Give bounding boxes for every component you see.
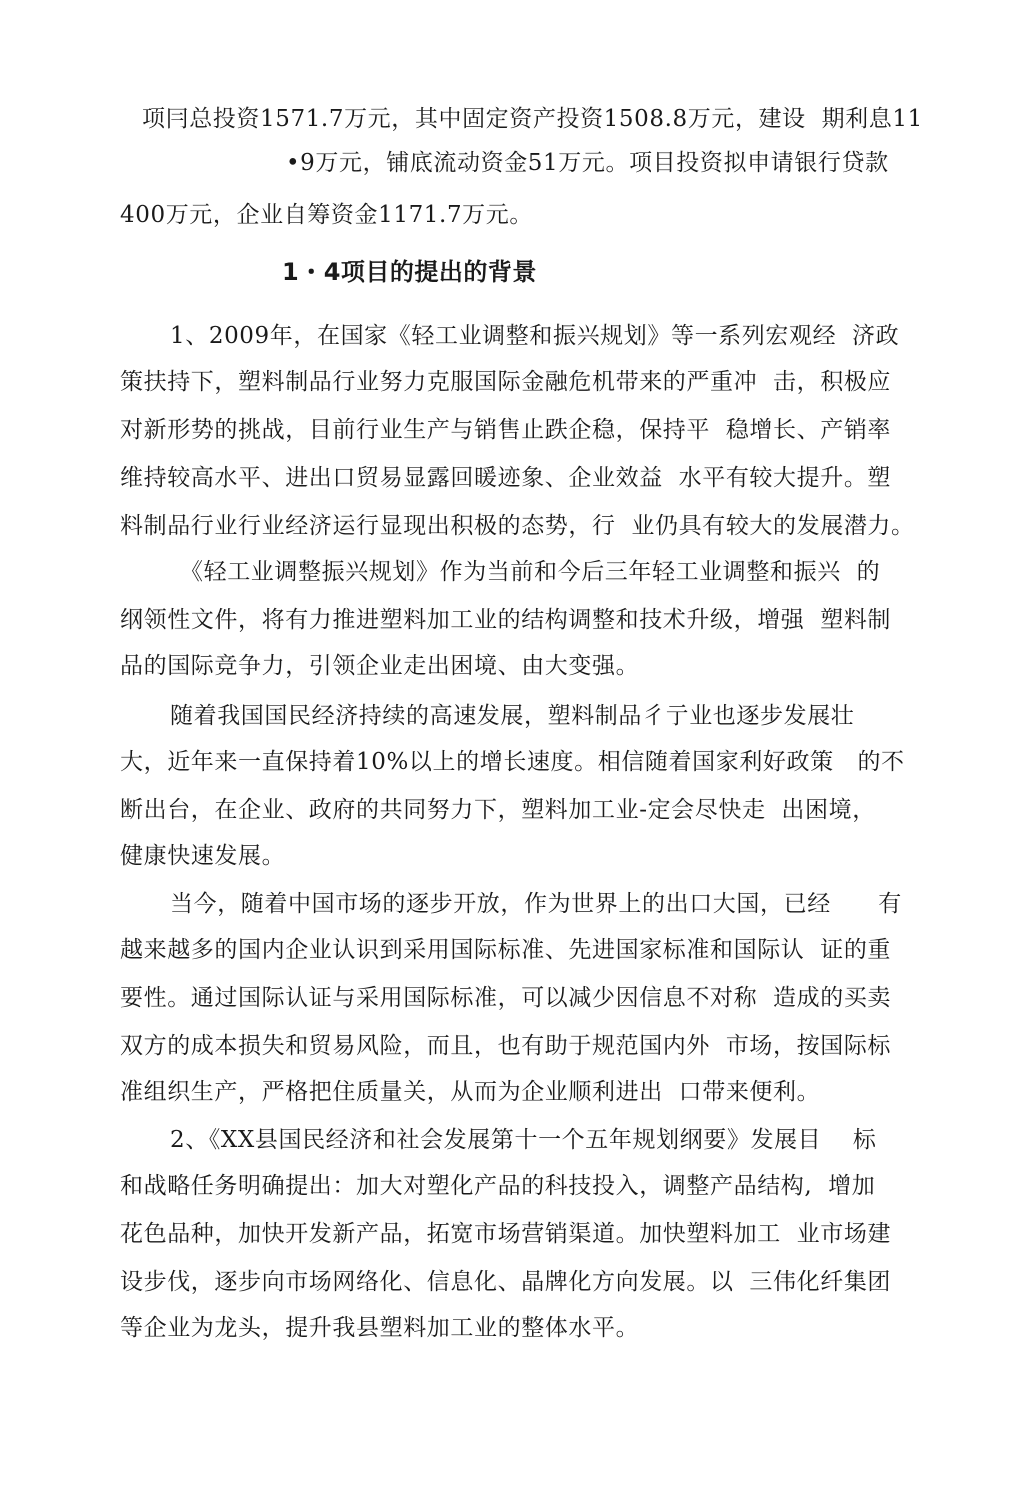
paragraph-line: 要性。通过国际认证与采用国际标准，可以减少因信息不对称 造成的买卖 xyxy=(120,985,892,1011)
intro-line: 项冃总投资1571.7万元，其中固定资产投资1508.8万元，建设 期利息11 xyxy=(142,106,923,132)
paragraph-line: 双方的成本损失和贸易风险，而且，也有助于规范国内外 市场，按国际标 xyxy=(120,1033,892,1059)
paragraph-line: 策扶持下，塑料制品行业努力克服国际金融危机带来的严重冲 击，积极应 xyxy=(120,369,892,395)
paragraph-line: 越来越多的国内企业认识到采用国际标准、先进国家标准和国际认 证的重 xyxy=(120,937,892,963)
paragraph-line: 健康快速发展。 xyxy=(120,843,286,869)
paragraph-line: 1、2009年，在国家《轻工业调整和振兴规划》等一系列宏观经 济政 xyxy=(170,323,900,349)
paragraph-line: 设步伐，逐步向市场网络化、信息化、晶牌化方向发展。以 三伟化纤集团 xyxy=(120,1269,892,1295)
paragraph-line: 和战略任务明确提出：加大对塑化产品的科技投入，调整产品结构, 增加 xyxy=(120,1173,876,1199)
paragraph-line: 维持较高水平、进出口贸易显露回暖迹象、企业效益 水平有较大提升。塑 xyxy=(120,465,892,491)
paragraph-line: 纲领性文件，将有力推进塑料加工业的结构调整和技术升级，增强 塑料制 xyxy=(120,607,892,633)
paragraph-line: 准组织生产，严格把住质量关，从而为企业顺利进出 口带来便利。 xyxy=(120,1079,821,1105)
paragraph-line: 《轻工业调整振兴规划》作为当前和今后三年轻工业调整和振兴 的 xyxy=(180,559,881,585)
paragraph-line: 随着我国国民经济持续的高速发展，塑料制品彳亍业也逐步发展壮 xyxy=(170,703,855,729)
paragraph-line: 料制品行业行业经济运行显现出积极的态势，行 业仍具有较大的发展潜力。 xyxy=(120,513,915,539)
section-heading: 1・4项目的提出的背景 xyxy=(282,258,537,286)
paragraph-line: 大，近年来一直保持着10%以上的增长速度。相信随着国家利好政策 的不 xyxy=(120,749,905,775)
paragraph-line: 等企业为龙头，提升我县塑料加工业的整体水平。 xyxy=(120,1315,640,1341)
paragraph-line: 品的国际竞争力，引领企业走出困境、由大变强。 xyxy=(120,653,640,679)
paragraph-line: 对新形势的挑战，目前行业生产与销售止跌企稳，保持平 稳增长、产销率 xyxy=(120,417,892,443)
paragraph-line: 当今，随着中国市场的逐步开放，作为世界上的出口大国，已经 有 xyxy=(170,891,902,917)
intro-line: 400万元，企业自筹资金1171.7万元。 xyxy=(120,202,533,228)
paragraph-line: 花色品种，加快开发新产品，拓宽市场营销渠道。加快塑料加工 业市场建 xyxy=(120,1221,892,1247)
paragraph-line: 2、《XX县国民经济和社会发展第十一个五年规划纲要》发展目 标 xyxy=(170,1127,877,1153)
intro-line: •9万元，铺底流动资金51万元。项目投资拟申请银行贷款 xyxy=(286,150,889,176)
paragraph-line: 断出台，在企业、政府的共同努力下，塑料加工业-定会尽快走 出困境， xyxy=(120,797,876,823)
